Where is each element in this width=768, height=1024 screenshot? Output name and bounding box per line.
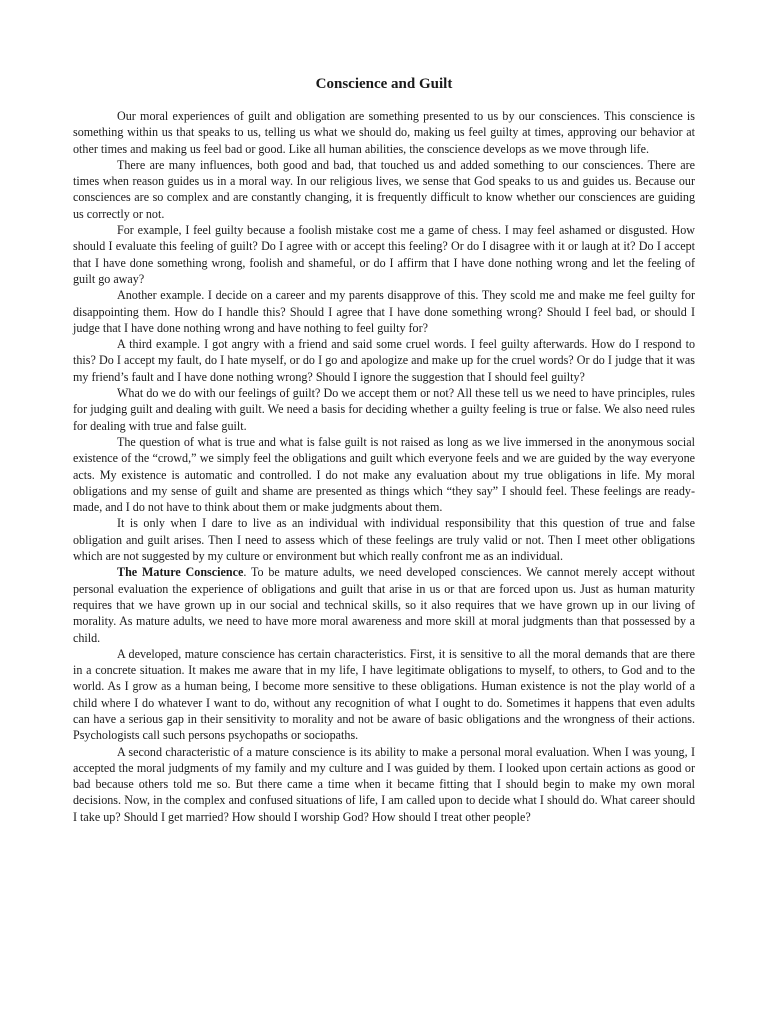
paragraph-influences: There are many influences, both good and bad, that touched us and added something to our consciences. There are times when reason guides us in a moral way. In our religious lives, we sense that God speaks to us and guides us. Because our consciences are so complex and are constantly changing, it is frequently difficult to know whether our consciences are guiding us correctly or not. xyxy=(73,157,695,221)
section-heading-mature-conscience: The Mature Conscience xyxy=(117,565,244,580)
paragraph-career-example: Another example. I decide on a career and my parents disapprove of this. They scold me and make me feel guilty for disappointing them. How do I handle this? Should I agree that I have done something wrong? Should I feel bad, or should I judge that I have done nothing wrong and have nothing to feel guilty for? xyxy=(73,288,695,335)
document-title: Conscience and Guilt xyxy=(315,76,453,92)
paragraph-third-example: A third example. I got angry with a friend and said some cruel words. I feel guilty afterwards. How do I respond to this? Do I accept my fault, do I hate myself, or do I go and apologize and make up for the cruel words? Or do I judge that it was my friend’s fault and I have done nothing wrong? Should I ignore the suggestion that I should feel guilty? xyxy=(73,337,695,384)
paragraph-second-characteristic: A second characteristic of a mature conscience is its ability to make a personal moral evaluation. When I was young, I accepted the moral judgments of my family and my culture and I was guided by them. I looked upon certain actions as good or bad because others told me so. But there came a time when it became fitting that I should begin to make my own moral decisions. Now, in the complex and confused situations of life, I am called upon to decide what I should do. What career should I take up? Should I get married? How should I worship God? How should I treat other people? xyxy=(73,744,695,824)
paragraph-feelings-of-guilt: What do we do with our feelings of guilt? Do we accept them or not? All these tell us we need to have principles, rules for judging guilt and dealing with guilt. We need a basis for deciding whether a guilty feeling is true or false. We also need rules for dealing with true and false guilt. xyxy=(73,386,695,433)
document-page xyxy=(73,74,695,825)
paragraph-individual: It is only when I dare to live as an individual with individual responsibility that this question of true and false obligation and guilt arises. Then I need to assess which of these feelings are truly valid or not. Then I meet other obligations which are not suggested by my culture or environment but which really confront me as an individual. xyxy=(73,516,695,564)
paragraph-intro: Our moral experiences of guilt and obligation are something presented to us by our consciences. This conscience is something within us that speaks to us, telling us what we should do, making us feel guilty at times, approving our behavior at other times and making us feel bad or good. Like all human abilities, the conscience develops as we move through life. xyxy=(73,109,695,156)
paragraph-mature-conscience xyxy=(73,564,695,645)
paragraph-chess-example: For example, I feel guilty because a foolish mistake cost me a game of chess. I may feel ashamed or disgusted. How should I evaluate this feeling of guilt? Do I agree with or accept this feeling? Or do I disagree with it or laugh at it? Do I accept that I have done something wrong, foolish and shameful, or do I affirm that I have done nothing wrong and let the feeling of guilt go away? xyxy=(73,223,695,286)
mature-conscience-text: . To be mature adults, we need developed consciences. We cannot merely accept without personal evaluation the experience of obligations and guilt that arise in us or that are forced upon us. Just as human maturity requires that we have grown up in our social and technical skills, so it also requires that we have grown up in our living of morality. As mature adults, we need to have more moral awareness and more skill at moral judgments than that possessed by a child. xyxy=(73,565,696,645)
paragraph-first-characteristic: A developed, mature conscience has certain characteristics. First, it is sensitive to all the moral demands that are there in a concrete situation. It makes me aware that in my life, I have legitimate obligations to myself, to others, to God and to the world. As I grow as a human being, I become more sensitive to these obligations. Human existence is not the play world of a child where I do whatever I want to do, without any recognition of what I ought to do. Sometimes it happens that even adults can have a serious gap in their sensitivity to morality and not be aware of basic obligations and the wrongness of their actions. Psychologists call such persons psychopaths or sociopaths. xyxy=(73,646,695,743)
paragraph-crowd: The question of what is true and what is false guilt is not raised as long as we live immersed in the anonymous social existence of the “crowd,” we simply feel the obligations and guilt which everyone feels and we are guided by the way everyone acts. My existence is automatic and controlled. I do not make any evaluation about my true obligations in life. My moral obligations and my sense of guilt and shame are presented as things which “they say” I should feel. These feelings are ready-made, and I do not have to think about them or make judgments about them. xyxy=(73,434,695,515)
